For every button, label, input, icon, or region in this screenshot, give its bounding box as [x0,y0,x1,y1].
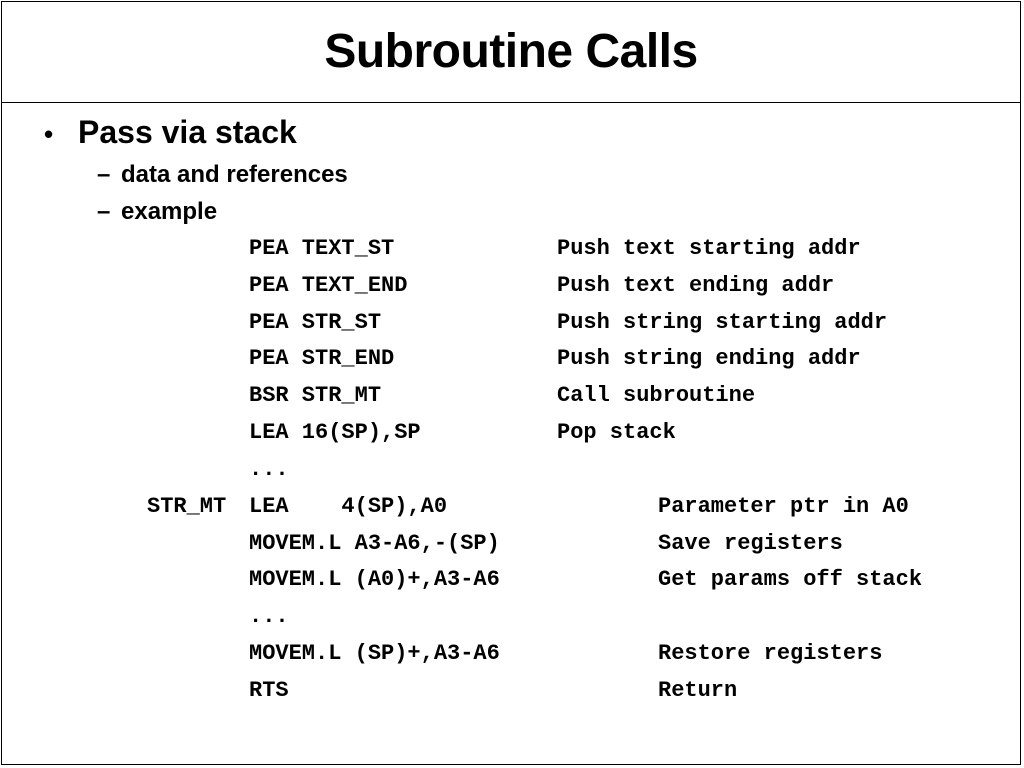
subbullet-text: data and references [121,161,348,188]
code-comment: Push string starting addr [557,310,888,335]
code-instruction: BSR STR_MT [249,383,382,408]
bullet-text: Pass via stack [78,114,297,150]
code-comment: Push text ending addr [557,273,835,298]
code-instruction: MOVEM.L A3-A6,-(SP) [249,531,500,556]
title-box [1,1,1021,103]
subbullet-data-and-references [97,161,348,189]
code-comment: Save registers [658,531,843,556]
subbullet-marker: – [97,161,111,188]
bullet-pass-via-stack [44,114,297,151]
slide-title: Subroutine Calls [324,25,698,78]
code-comment: Push text starting addr [557,236,861,261]
code-instruction: PEA STR_ST [249,310,382,335]
code-ellipsis: ... [249,604,289,629]
code-instruction: PEA TEXT_END [249,273,408,298]
code-comment: Push string ending addr [557,346,861,371]
code-instruction: PEA TEXT_ST [249,236,395,261]
code-instruction: PEA STR_END [249,346,395,371]
code-label: STR_MT [147,494,227,519]
code-comment: Return [658,678,738,703]
code-comment: Restore registers [658,641,883,666]
code-instruction: LEA 4(SP),A0 [249,494,448,519]
bullet-marker: • [44,119,54,149]
code-instruction: MOVEM.L (SP)+,A3-A6 [249,641,500,666]
code-instruction: LEA 16(SP),SP [249,420,421,445]
code-instruction: MOVEM.L (A0)+,A3-A6 [249,567,500,592]
code-instruction: RTS [249,678,289,703]
code-ellipsis: ... [249,457,289,482]
code-comment: Get params off stack [658,567,923,592]
code-comment: Parameter ptr in A0 [658,494,909,519]
subbullet-marker: – [97,198,111,225]
subbullet-text: example [121,198,218,225]
code-comment: Call subroutine [557,383,756,408]
subbullet-example [97,198,217,226]
code-comment: Pop stack [557,420,676,445]
